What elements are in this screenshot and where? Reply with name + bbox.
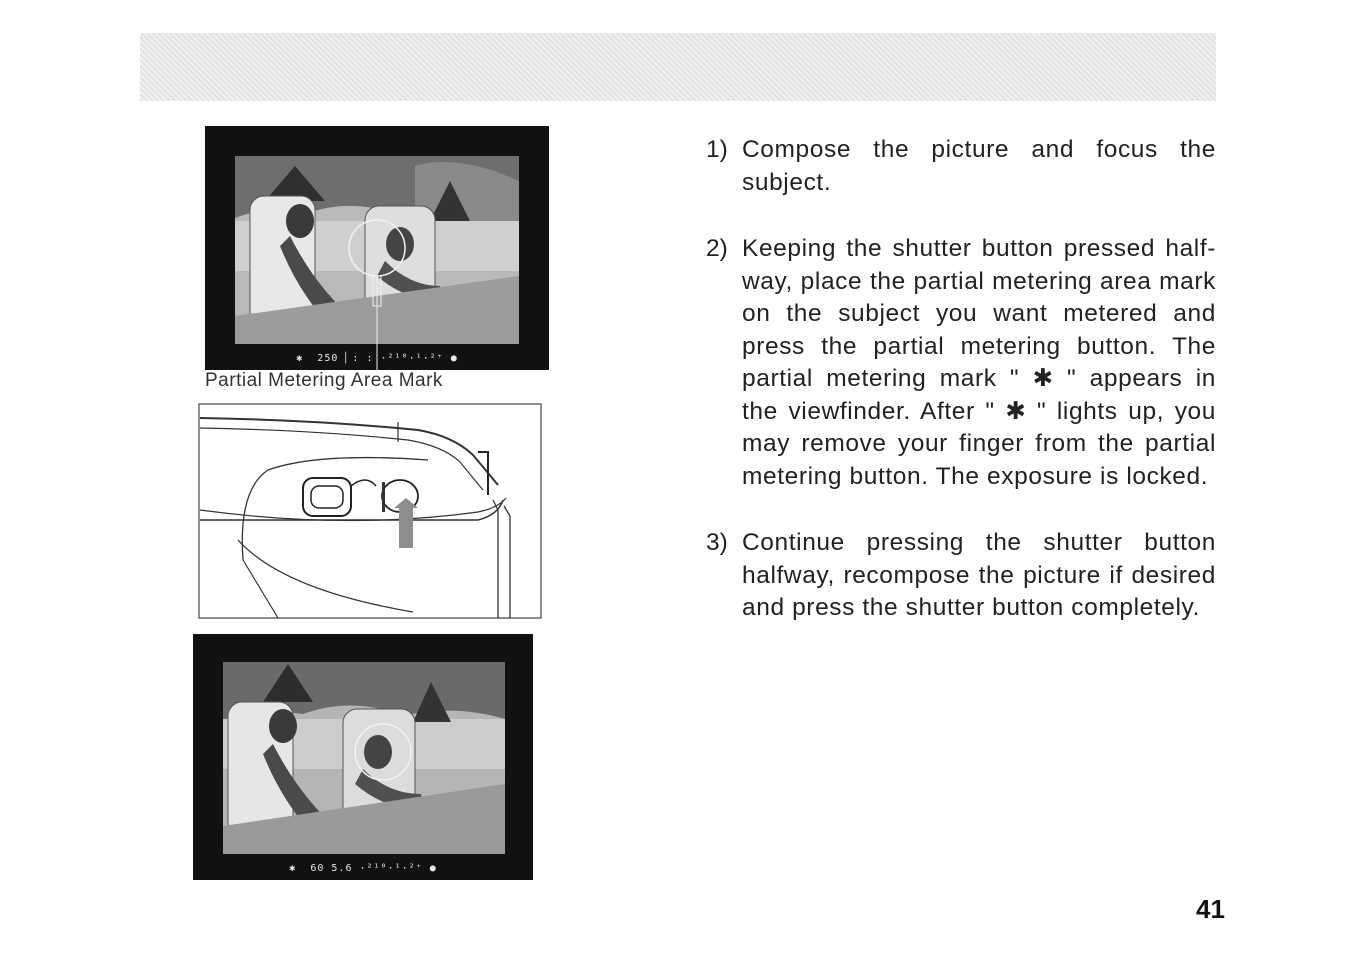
viewfinder-photo-metering — [205, 126, 549, 370]
viewfinder-status-readout: ✱ 250 ▏: : ·²¹⁰·¹·²⁺ ● — [296, 353, 458, 364]
instruction-step — [706, 233, 1216, 493]
instruction-list — [706, 134, 1216, 659]
viewfinder-scene — [193, 634, 533, 880]
header-band — [140, 33, 1216, 101]
step-text: Keeping the shutter button pressed half-way, place the partial metering area mark on the subject you want metered and press the partial metering button. The partial metering mark " ✱ " appears in the viewfinder. After " ✱ " lights up, you may remove your finger from the partial metering button. The exposure is locked. — [742, 235, 1216, 490]
step-text: Continue pressing the shutter button halfway, recompose the picture if desired and press the shutter button completely. — [742, 529, 1216, 621]
step-number: 1) — [706, 136, 728, 163]
viewfinder-photo-recomposed — [193, 634, 533, 880]
figure-caption: Partial Metering Area Mark — [205, 370, 443, 391]
instruction-step — [706, 527, 1216, 625]
viewfinder-status-readout: ✱ 60 5.6 ·²¹⁰·¹·²⁺ ● — [289, 863, 437, 874]
step-text: Compose the picture and focus the subject. — [742, 136, 1216, 196]
step-number: 3) — [706, 529, 728, 556]
camera-button-illustration — [198, 400, 542, 620]
viewfinder-scene — [205, 126, 549, 370]
step-number: 2) — [706, 235, 728, 262]
page-number: 41 — [1196, 894, 1225, 924]
instruction-step — [706, 134, 1216, 199]
